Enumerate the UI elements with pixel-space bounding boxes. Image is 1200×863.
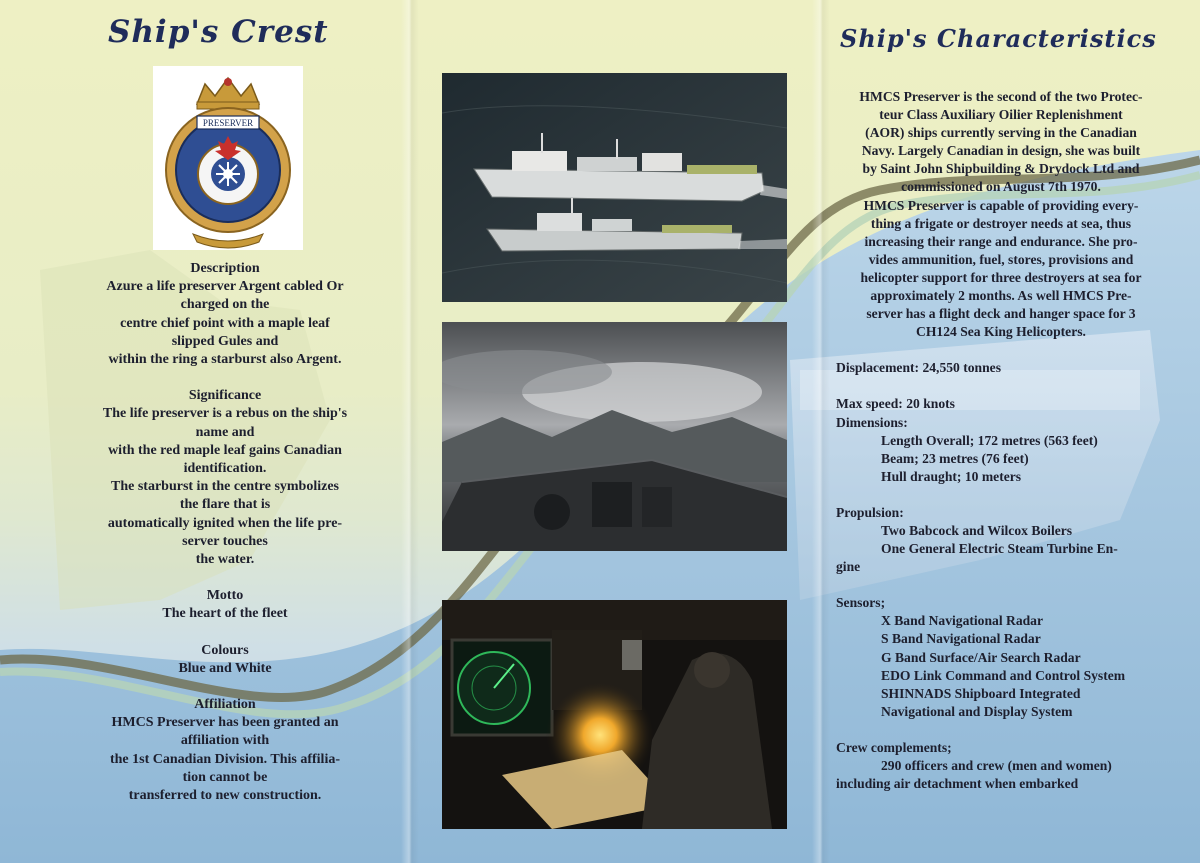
dimension-line: Length Overall; 172 metres (563 feet) xyxy=(881,432,1098,448)
ships-crest-title: Ship's Crest xyxy=(108,14,329,50)
intro-line: Navy. Largely Canadian in design, she was built xyxy=(861,143,1141,159)
significance-line: server touches xyxy=(182,533,268,549)
significance-heading: Significance xyxy=(188,388,262,404)
crew-line: 290 officers and crew (men and women) xyxy=(881,758,1112,773)
bow-view-photo xyxy=(442,322,787,551)
affiliation-line: the 1st Canadian Division. This affilia- xyxy=(109,751,340,767)
dimension-line: Hull draught; 10 meters xyxy=(881,468,1022,484)
significance-line: the water. xyxy=(195,552,255,568)
intro-line: thing a frigate or destroyer needs at sea, thus xyxy=(870,215,1132,231)
intro-line: approximately 2 months. As well HMCS Pre- xyxy=(870,288,1132,304)
intro-line: server has a flight deck and hanger space for 3 xyxy=(866,306,1136,322)
description-line: charged on the xyxy=(180,297,270,313)
dimensions-heading: Dimensions: xyxy=(836,414,908,430)
propulsion-heading: Propulsion: xyxy=(836,504,904,520)
significance-line: The starburst in the centre symbolizes xyxy=(111,479,339,495)
sensors-heading: Sensors; xyxy=(836,595,886,611)
colours-heading: Colours xyxy=(201,642,249,658)
sensor-line: SHINNADS Shipboard Integrated xyxy=(881,685,1081,701)
ship-crest-image xyxy=(153,66,303,250)
description-line: Azure a life preserver Argent cabled Or xyxy=(106,279,344,295)
propulsion-line: One General Electric Steam Turbine En- xyxy=(881,541,1118,557)
affiliation-line: affiliation with xyxy=(180,733,270,749)
sensor-line: X Band Navigational Radar xyxy=(881,613,1044,629)
sensor-line: G Band Surface/Air Search Radar xyxy=(881,649,1081,665)
description-heading: Description xyxy=(190,261,260,276)
significance-line: identification. xyxy=(183,461,267,477)
ships-characteristics-title: Ship's Characteristics xyxy=(840,24,1157,53)
motto-text: The heart of the fleet xyxy=(162,606,288,622)
intro-line: HMCS Preserver is capable of providing every- xyxy=(863,197,1139,213)
significance-line: the flare that is xyxy=(179,497,271,513)
intro-line: CH124 Sea King Helicopters. xyxy=(916,324,1086,340)
dimension-line: Beam; 23 metres (76 feet) xyxy=(881,450,1029,466)
displacement-text: Displacement: 24,550 tonnes xyxy=(836,360,1002,376)
significance-line: name and xyxy=(195,424,255,440)
affiliation-line: tion cannot be xyxy=(182,769,268,785)
crest-banner-text: PRESERVER xyxy=(202,118,254,128)
bridge-radar-photo xyxy=(442,600,787,829)
intro-line: teur Class Auxiliary Oilier Replenishment xyxy=(879,107,1123,123)
description-line: centre chief point with a maple leaf xyxy=(120,315,330,331)
intro-line: increasing their range and endurance. She pro- xyxy=(864,233,1138,249)
crest-emblem xyxy=(153,66,303,250)
characteristics-text xyxy=(836,88,1166,793)
ships-at-sea-photo xyxy=(442,73,787,302)
affiliation-heading: Affiliation xyxy=(194,697,256,713)
intro-line: commissioned on August 7th 1970. xyxy=(901,179,1101,195)
crew-line: including air detachment when embarked xyxy=(836,776,1079,792)
max-speed-text: Max speed: 20 knots xyxy=(836,396,955,412)
description-line: within the ring a starburst also Argent. xyxy=(108,352,342,368)
fold-line-right xyxy=(812,0,830,863)
crew-heading: Crew complements; xyxy=(836,739,952,755)
motto-heading: Motto xyxy=(206,588,244,604)
propulsion-line: Two Babcock and Wilcox Boilers xyxy=(881,522,1073,538)
significance-line: The life preserver is a rebus on the ship's xyxy=(102,406,348,422)
intro-line: vides ammunition, fuel, stores, provisions and xyxy=(868,251,1134,267)
sensor-line: EDO Link Command and Control System xyxy=(881,667,1126,683)
significance-line: with the red maple leaf gains Canadian xyxy=(108,442,342,458)
description-line: slipped Gules and xyxy=(171,333,279,349)
crest-details xyxy=(70,260,380,805)
intro-line: helicopter support for three destroyers at sea for xyxy=(860,269,1142,285)
propulsion-line: gine xyxy=(836,559,861,575)
intro-line: HMCS Preserver is the second of the two Protec- xyxy=(859,89,1143,104)
significance-line: automatically ignited when the life pre- xyxy=(107,515,343,531)
sensor-line: Navigational and Display System xyxy=(881,703,1073,719)
affiliation-line: transferred to new construction. xyxy=(128,788,322,804)
sensor-line: S Band Navigational Radar xyxy=(881,631,1041,647)
affiliation-line: HMCS Preserver has been granted an xyxy=(111,715,339,731)
fold-line-left xyxy=(401,0,419,863)
intro-line: by Saint John Shipbuilding & Drydock Ltd and xyxy=(862,161,1140,177)
intro-line: (AOR) ships currently serving in the Canadian xyxy=(865,125,1137,141)
colours-text: Blue and White xyxy=(178,660,272,676)
